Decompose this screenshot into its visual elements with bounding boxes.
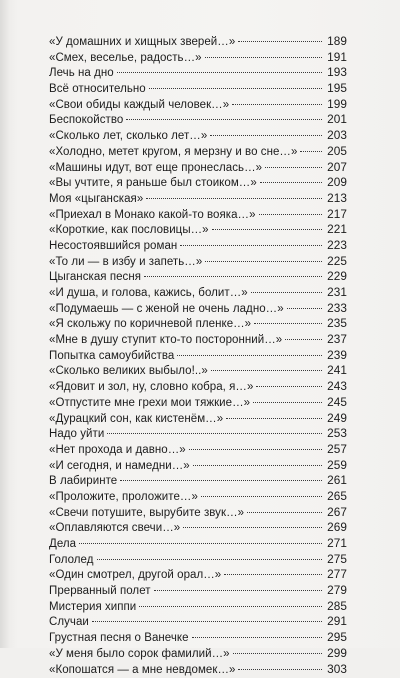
toc-entry xyxy=(49,505,347,521)
toc-entry xyxy=(49,50,347,66)
toc-entry xyxy=(49,395,347,411)
toc-entry-title: Случаи xyxy=(49,615,89,631)
toc-entry xyxy=(49,599,347,615)
toc-entry-page-number: 231 xyxy=(325,285,347,301)
toc-entry-page-number: 229 xyxy=(325,269,347,285)
toc-entry-title: Цыганская песня xyxy=(49,270,141,286)
toc-entry-title: Грустная песня о Ванечке xyxy=(49,631,189,647)
dot-leader xyxy=(238,40,322,42)
toc-entry-title: «Машины идут, вот еще пронеслась…» xyxy=(49,161,262,177)
toc-entry-page-number: 213 xyxy=(325,191,347,207)
toc-entry xyxy=(49,254,347,270)
toc-entry xyxy=(49,112,347,128)
toc-entry xyxy=(49,34,347,50)
dot-leader xyxy=(205,260,322,262)
toc-entry-title: «И душа, и голова, кажись, болит…» xyxy=(49,286,248,302)
toc-entry xyxy=(49,222,347,238)
toc-entry xyxy=(49,458,347,474)
toc-entry xyxy=(49,442,347,458)
toc-entry-page-number: 265 xyxy=(325,489,347,505)
toc-entry-page-number: 209 xyxy=(325,175,347,191)
dot-leader xyxy=(210,134,322,136)
dot-leader xyxy=(107,432,322,434)
dot-leader xyxy=(211,369,322,371)
toc-entry xyxy=(49,97,347,113)
dot-leader xyxy=(233,652,322,654)
dot-leader xyxy=(259,213,322,215)
dot-leader xyxy=(265,166,322,168)
toc-entry xyxy=(49,316,347,332)
toc-entry xyxy=(49,489,347,505)
toc-entry-page-number: 295 xyxy=(325,630,347,646)
toc-entry-page-number: 207 xyxy=(325,160,347,176)
dot-leader xyxy=(92,620,322,622)
dot-leader xyxy=(192,636,322,638)
toc-entry-title: «Смех, веселье, радость…» xyxy=(49,51,202,67)
toc-entry-page-number: 277 xyxy=(325,567,347,583)
toc-entry-page-number: 291 xyxy=(325,614,347,630)
dot-leader xyxy=(300,150,322,152)
toc-entry-title: «Короткие, как пословицы…» xyxy=(49,223,209,239)
toc-entry xyxy=(49,520,347,536)
toc-entry-title: «Проложите, проложите…» xyxy=(49,490,198,506)
dot-leader xyxy=(144,275,322,277)
dot-leader xyxy=(149,87,322,89)
toc-entry xyxy=(49,238,347,254)
toc-entry-page-number: 259 xyxy=(325,458,347,474)
dot-leader xyxy=(79,542,322,544)
dot-leader xyxy=(253,401,322,403)
toc-entry xyxy=(49,81,347,97)
toc-entry-title: Дела xyxy=(49,537,76,553)
toc-entry-page-number: 195 xyxy=(325,81,347,97)
toc-entry xyxy=(49,269,347,285)
toc-entry-title: «Отпустите мне грехи мои тяжкие…» xyxy=(49,396,250,412)
toc-entry xyxy=(49,65,347,81)
toc-entry xyxy=(49,630,347,646)
dot-leader xyxy=(126,118,322,120)
toc-entry-title: «Холодно, метет кругом, я мерзну и во сне…» xyxy=(49,145,297,161)
toc-entry-title: Надо уйти xyxy=(49,427,104,443)
dot-leader xyxy=(254,322,322,324)
toc-entry-page-number: 201 xyxy=(325,112,347,128)
toc-entry-page-number: 275 xyxy=(325,552,347,568)
dot-leader xyxy=(247,511,322,513)
toc-entry-page-number: 233 xyxy=(325,301,347,317)
toc-entry-page-number: 223 xyxy=(325,238,347,254)
toc-entry-title: «Один смотрел, другой орал…» xyxy=(49,568,221,584)
toc-entry-page-number: 217 xyxy=(325,207,347,223)
toc-entry-title: «Ядовит и зол, ну, словно кобра, я…» xyxy=(49,380,253,396)
dot-leader xyxy=(146,197,322,199)
toc-entry-page-number: 191 xyxy=(325,50,347,66)
toc-entry-title: «Подумаешь — с женой не очень ладно…» xyxy=(49,302,284,318)
toc-entry-page-number: 205 xyxy=(325,144,347,160)
toc-entry xyxy=(49,662,347,678)
dot-leader xyxy=(238,668,322,670)
dot-leader xyxy=(120,479,322,481)
toc-entry-title: «Свои обиды каждый человек…» xyxy=(49,98,229,114)
dot-leader xyxy=(232,103,322,105)
toc-entry-title: «Нет прохода и давно…» xyxy=(49,443,186,459)
toc-entry-page-number: 269 xyxy=(325,520,347,536)
toc-entry-title: «То ли — в избу и запеть…» xyxy=(49,255,202,271)
dot-leader xyxy=(177,354,322,356)
toc-entry xyxy=(49,567,347,583)
toc-entry-title: «У меня было сорок фамилий…» xyxy=(49,647,230,663)
toc-entry xyxy=(49,160,347,176)
toc-entry-title: В лабиринте xyxy=(49,474,117,490)
dot-leader xyxy=(212,228,322,230)
toc-entry xyxy=(49,552,347,568)
toc-entry xyxy=(49,583,347,599)
toc-entry-page-number: 249 xyxy=(325,411,347,427)
toc-entry xyxy=(49,379,347,395)
toc-entry-page-number: 257 xyxy=(325,442,347,458)
toc-entry xyxy=(49,191,347,207)
toc-entry-title: «Мне в душу ступит кто-то посторонний…» xyxy=(49,333,282,349)
toc-entry xyxy=(49,332,347,348)
toc-entry-page-number: 299 xyxy=(325,646,347,662)
toc-entry-title: «У домашних и хищных зверей…» xyxy=(49,35,235,51)
toc-entry-title: «Сколько лет, сколько лет…» xyxy=(49,129,207,145)
toc-entry-title: Моя «цыганская» xyxy=(49,192,143,208)
toc-entry-page-number: 303 xyxy=(325,662,347,678)
toc-entry-title: «Приехал в Монако какой-то вояка…» xyxy=(49,208,256,224)
toc-entry-title: Попытка самоубийства xyxy=(49,349,174,365)
toc-entry xyxy=(49,426,347,442)
dot-leader xyxy=(226,417,322,419)
dot-leader xyxy=(256,385,322,387)
toc-entry-title: Гололед xyxy=(49,553,94,569)
toc-entry-page-number: 235 xyxy=(325,316,347,332)
toc-entry-page-number: 245 xyxy=(325,395,347,411)
dot-leader xyxy=(189,448,322,450)
toc-entry xyxy=(49,207,347,223)
toc-entry-title: «Вы учтите, я раньше был стоиком…» xyxy=(49,176,257,192)
toc-entry-title: «Оплавляются свечи…» xyxy=(49,521,180,537)
toc-entry-title: Всё относительно xyxy=(49,82,146,98)
toc-entry xyxy=(49,363,347,379)
toc-entry-title: Мистерия хиппи xyxy=(49,600,136,616)
toc-entry-page-number: 279 xyxy=(325,583,347,599)
toc-entry-page-number: 241 xyxy=(325,363,347,379)
toc-entry xyxy=(49,473,347,489)
toc-entry-page-number: 193 xyxy=(325,65,347,81)
toc-entry-page-number: 239 xyxy=(325,348,347,364)
toc-entry xyxy=(49,285,347,301)
spine-shadow xyxy=(0,0,10,648)
toc-entry-page-number: 285 xyxy=(325,599,347,615)
toc-entry-title: «Я скольжу по коричневой пленке…» xyxy=(49,317,251,333)
toc-entry-page-number: 199 xyxy=(325,97,347,113)
toc-entry-page-number: 271 xyxy=(325,536,347,552)
dot-leader xyxy=(97,558,323,560)
dot-leader xyxy=(205,56,322,58)
toc-entry xyxy=(49,646,347,662)
toc-entry-page-number: 189 xyxy=(325,34,347,50)
toc-entry-title: Несостоявшийся роман xyxy=(49,239,177,255)
toc-entry-title: Лечь на дно xyxy=(49,66,114,82)
toc-entry xyxy=(49,536,347,552)
dot-leader xyxy=(154,589,322,591)
toc-entry-page-number: 221 xyxy=(325,222,347,238)
dot-leader xyxy=(287,307,322,309)
dot-leader xyxy=(193,464,322,466)
toc-entry-page-number: 225 xyxy=(325,254,347,270)
toc-entry xyxy=(49,411,347,427)
toc-entry-title: «И сегодня, и намедни…» xyxy=(49,459,190,475)
toc-entry xyxy=(49,614,347,630)
toc-entry-page-number: 267 xyxy=(325,505,347,521)
toc-entry-page-number: 253 xyxy=(325,426,347,442)
dot-leader xyxy=(183,526,322,528)
toc-entry-title: «Дурацкий сон, как кистенём…» xyxy=(49,412,223,428)
toc-entry-title: «Сколько великих выбыло!..» xyxy=(49,364,208,380)
dot-leader xyxy=(139,605,322,607)
dot-leader xyxy=(180,244,322,246)
toc-entry-page-number: 261 xyxy=(325,473,347,489)
toc-entry-page-number: 243 xyxy=(325,379,347,395)
toc-entry xyxy=(49,175,347,191)
dot-leader xyxy=(260,181,322,183)
toc-entry-title: Прерванный полет xyxy=(49,584,151,600)
toc-entry-page-number: 203 xyxy=(325,128,347,144)
toc-entry xyxy=(49,301,347,317)
toc-entry-title: «Свечи потушите, вырубите звук…» xyxy=(49,506,244,522)
dot-leader xyxy=(224,573,322,575)
dot-leader xyxy=(201,495,322,497)
toc-entry xyxy=(49,128,347,144)
table-of-contents xyxy=(49,34,347,677)
toc-entry xyxy=(49,348,347,364)
toc-entry xyxy=(49,144,347,160)
dot-leader xyxy=(285,338,322,340)
toc-entry-title: «Копошатся — а мне невдомек…» xyxy=(49,663,235,678)
dot-leader xyxy=(117,71,322,73)
dot-leader xyxy=(251,291,322,293)
toc-entry-title: Беспокойство xyxy=(49,113,123,129)
toc-entry-page-number: 237 xyxy=(325,332,347,348)
